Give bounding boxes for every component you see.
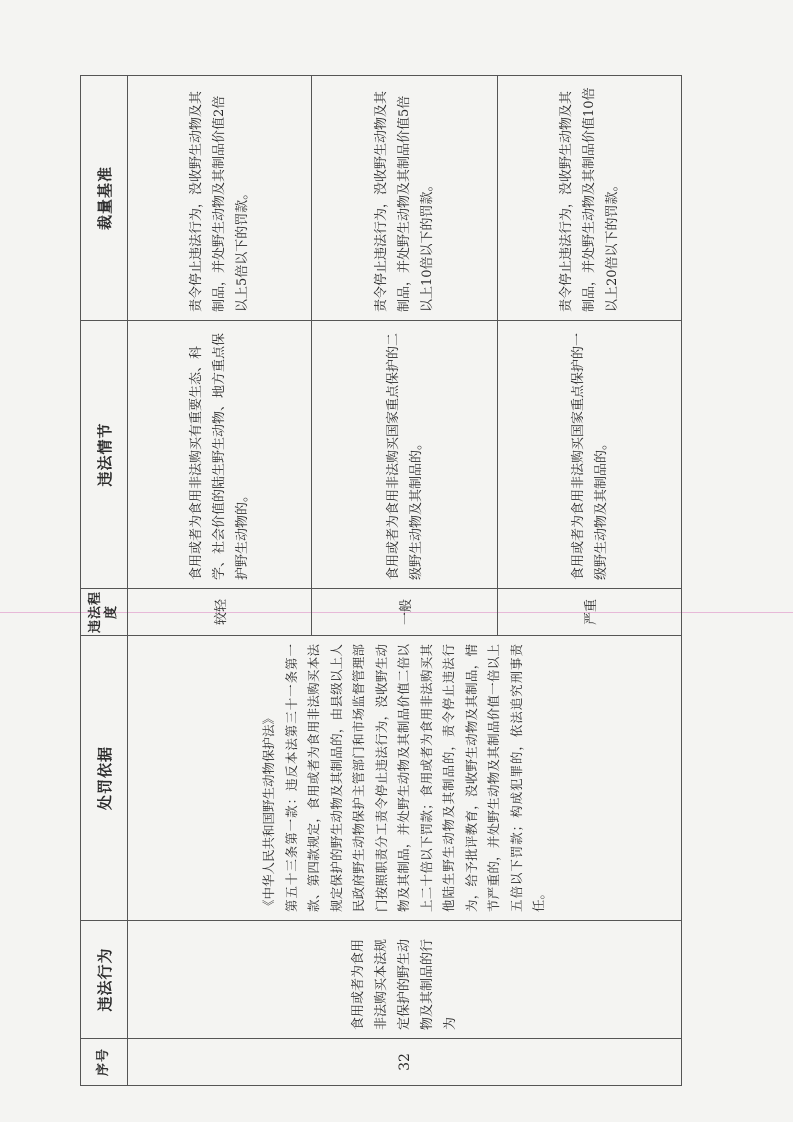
circumstance-cell: 食用或者为食用非法购买国家重点保护的二级野生动物及其制品的。 — [312, 321, 498, 589]
rotated-table-container — [80, 76, 680, 1086]
table-header-row — [81, 76, 128, 1086]
header-no: 序号 — [81, 1039, 128, 1086]
standard-cell: 责令停止违法行为，没收野生动物及其制品，并处野生动物及其制品价值5倍以上10倍以下的罚款。 — [312, 76, 498, 321]
circumstance-cell: 食用或者为食用非法购买国家重点保护的一级野生动物及其制品的。 — [498, 321, 682, 589]
header-circumstance: 违法情节 — [81, 321, 128, 589]
basis-law-title: 《中华人民共和国野生动物保护法》 — [261, 711, 277, 912]
violation-act: 食用或者为食用非法购买本法规定保护的野生动物及其制品的行为 — [128, 921, 682, 1039]
circumstance-cell: 食用或者为食用非法购买有重要生态、科学、社会价值的陆生野生动物、地方重点保护野生动物的。 — [128, 321, 312, 589]
penalty-discretion-table — [80, 75, 682, 1086]
row-number: 32 — [128, 1039, 682, 1086]
table-row-level-1 — [128, 76, 312, 1086]
penalty-basis — [128, 636, 682, 921]
basis-article-text: 第五十三条第一款：违反本法第三十一条第一款、第四款规定，食用或者为食用非法购买本法规定保护的野生动物及其制品的，由县级以上人民政府野生动物保护主管部门和市场监督管理部门按照职责分工责令停止违法行为，没收野生动物及其制品，并处野生动物及其制品价值二倍以上二十倍以下罚款；食用或者为食用非法购买其他陆生野生动物及其制品的，责令停止违法行为，给予批评教育，没收野生动物及其制品，情节严重的，并处野生动物及其制品价值一倍以上五倍以下罚款；构成犯罪的，依法追究刑事责任。 — [283, 644, 547, 912]
degree-cell: 一般 — [312, 589, 498, 636]
header-degree: 违法程度 — [81, 589, 128, 636]
header-standard: 裁量基准 — [81, 76, 128, 321]
header-act: 违法行为 — [81, 921, 128, 1039]
standard-cell: 责令停止违法行为，没收野生动物及其制品，并处野生动物及其制品价值2倍以上5倍以下的罚款。 — [128, 76, 312, 321]
standard-cell: 责令停止违法行为，没收野生动物及其制品，并处野生动物及其制品价值10倍以上20倍以下的罚款。 — [498, 76, 682, 321]
header-basis: 处罚依据 — [81, 636, 128, 921]
degree-cell: 严重 — [498, 589, 682, 636]
degree-cell: 较轻 — [128, 589, 312, 636]
